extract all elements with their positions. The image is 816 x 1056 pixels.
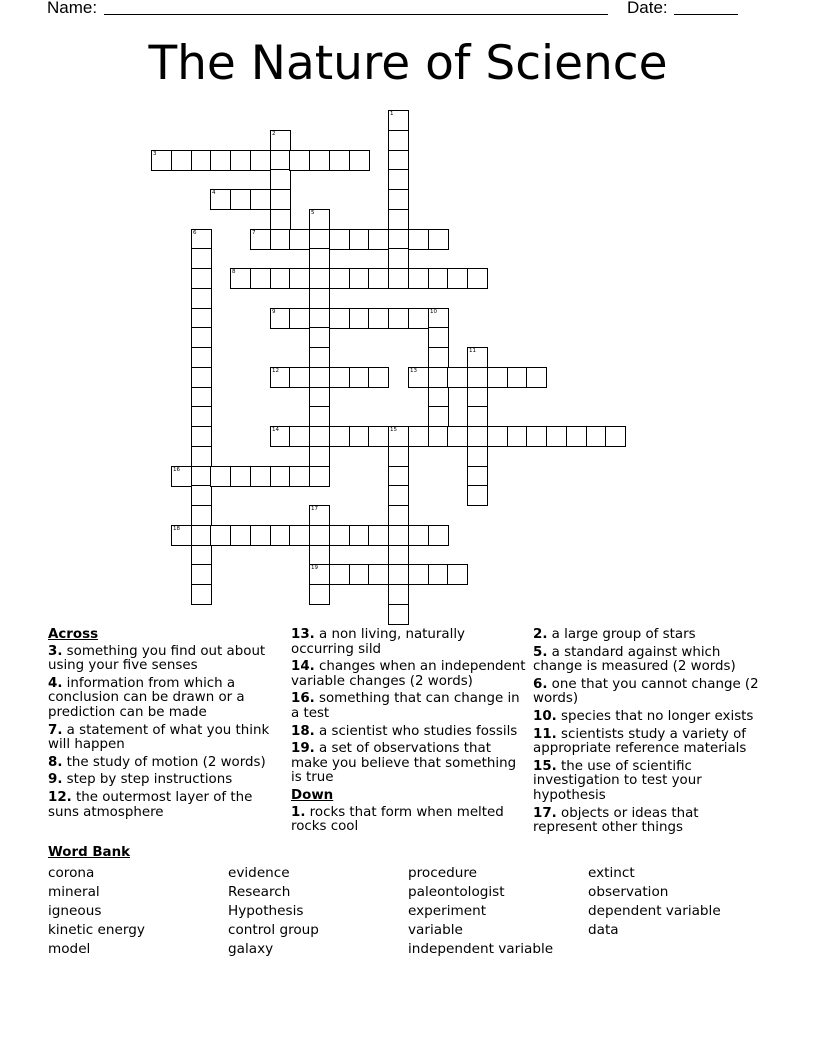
crossword-cell[interactable] (270, 308, 291, 329)
word-bank-item: evidence (228, 865, 290, 881)
crossword-cell[interactable] (388, 150, 409, 171)
crossword-cell[interactable] (388, 446, 409, 467)
crossword-cell[interactable] (349, 308, 370, 329)
crossword-cell[interactable] (309, 564, 330, 585)
crossword-cell[interactable] (191, 308, 212, 329)
crossword-cell[interactable] (309, 426, 330, 447)
crossword-cell[interactable] (408, 229, 429, 250)
crossword-cell[interactable] (191, 406, 212, 427)
crossword-cell[interactable] (349, 229, 370, 250)
clue-number: 12 (272, 368, 279, 374)
crossword-cell[interactable] (250, 466, 271, 487)
clues-column-2 (291, 628, 527, 838)
crossword-cell[interactable] (428, 525, 449, 546)
crossword-cell[interactable] (507, 367, 528, 388)
crossword-cell[interactable] (309, 446, 330, 467)
crossword-cell[interactable] (270, 169, 291, 190)
clue-down-5: 5. a standard against which change is measured (2 words) (533, 644, 736, 675)
clue-across-16: 16. something that can change in a test (291, 691, 520, 721)
crossword-cell[interactable] (191, 288, 212, 309)
word-bank-item: galaxy (228, 941, 274, 957)
crossword-cell[interactable] (289, 525, 310, 546)
crossword-cell[interactable] (605, 426, 626, 447)
clue-number: 16 (173, 467, 180, 473)
crossword-cell[interactable] (250, 229, 271, 250)
crossword-cell[interactable] (428, 406, 449, 427)
clue-number: 17 (311, 506, 318, 512)
crossword-cell[interactable] (428, 268, 449, 289)
crossword-cell[interactable] (191, 545, 212, 566)
clue-down-17: 17. objects or ideas that represent other things (533, 805, 699, 836)
crossword-cell[interactable] (309, 327, 330, 348)
crossword-cell[interactable] (210, 150, 231, 171)
crossword-cell[interactable] (191, 426, 212, 447)
crossword-cell[interactable] (467, 466, 488, 487)
crossword-cell[interactable] (408, 367, 429, 388)
clue-number: 15 (390, 427, 397, 433)
clue-across-18: 18. a scientist who studies fossils (291, 723, 518, 739)
crossword-cell[interactable] (408, 564, 429, 585)
clue-number: 18 (173, 526, 180, 532)
crossword-cell[interactable] (289, 426, 310, 447)
crossword-cell[interactable] (467, 347, 488, 368)
crossword-cell[interactable] (329, 268, 350, 289)
crossword-cell[interactable] (408, 308, 429, 329)
crossword-cell[interactable] (289, 367, 310, 388)
crossword-cell[interactable] (447, 367, 468, 388)
crossword-cell[interactable] (309, 525, 330, 546)
clue-down-10: 10. species that no longer exists (533, 708, 754, 724)
crossword-cell[interactable] (309, 229, 330, 250)
crossword-cell[interactable] (230, 150, 251, 171)
date-label: Date: (627, 0, 668, 17)
crossword-cell[interactable] (586, 426, 607, 447)
crossword-cell[interactable] (210, 525, 231, 546)
crossword-cell[interactable] (329, 150, 350, 171)
crossword-cell[interactable] (230, 268, 251, 289)
crossword-cell[interactable] (270, 525, 291, 546)
crossword-cell[interactable] (309, 367, 330, 388)
word-bank-column-4 (588, 864, 721, 940)
crossword-cell[interactable] (368, 308, 389, 329)
crossword-cell[interactable] (309, 466, 330, 487)
crossword-cell[interactable] (191, 446, 212, 467)
clue-across-9: 9. step by step instructions (48, 772, 233, 788)
crossword-cell[interactable] (546, 426, 567, 447)
crossword-cell[interactable] (210, 466, 231, 487)
crossword-cell[interactable] (467, 446, 488, 467)
crossword-cell[interactable] (250, 150, 271, 171)
crossword-cell[interactable] (329, 525, 350, 546)
crossword-cell[interactable] (171, 466, 192, 487)
crossword-cell[interactable] (309, 505, 330, 526)
crossword-cell[interactable] (428, 347, 449, 368)
word-bank-item: variable (408, 922, 463, 938)
crossword-cell[interactable] (270, 209, 291, 230)
crossword-cell[interactable] (329, 367, 350, 388)
clue-across-14: 14. changes when an independent variable changes (2 words) (291, 659, 526, 689)
crossword-cell[interactable] (210, 189, 231, 210)
crossword-cell[interactable] (270, 229, 291, 250)
word-bank-item: kinetic energy (48, 922, 145, 938)
clues-column-3 (533, 628, 763, 839)
crossword-cell[interactable] (349, 268, 370, 289)
word-bank-item: mineral (48, 884, 100, 900)
crossword-cell[interactable] (388, 525, 409, 546)
crossword-cell[interactable] (368, 229, 389, 250)
crossword-cell[interactable] (270, 130, 291, 151)
name-label: Name: (47, 0, 98, 17)
crossword-cell[interactable] (270, 150, 291, 171)
crossword-cell[interactable] (191, 248, 212, 269)
clue-across-8: 8. the study of motion (2 words) (48, 754, 266, 770)
crossword-cell[interactable] (329, 426, 350, 447)
crossword-cell[interactable] (388, 248, 409, 269)
word-bank-item: procedure (408, 865, 477, 881)
crossword-cell[interactable] (191, 466, 212, 487)
crossword-cell[interactable] (270, 426, 291, 447)
crossword-cell[interactable] (309, 387, 330, 408)
crossword-cell[interactable] (329, 308, 350, 329)
crossword-cell[interactable] (349, 367, 370, 388)
word-bank-item: independent variable (408, 941, 554, 957)
word-bank-item: control group (228, 922, 319, 938)
crossword-cell[interactable] (428, 327, 449, 348)
crossword-cell[interactable] (309, 268, 330, 289)
crossword-cell[interactable] (191, 367, 212, 388)
crossword-cell[interactable] (270, 367, 291, 388)
crossword-cell[interactable] (388, 505, 409, 526)
crossword-cell[interactable] (270, 268, 291, 289)
across-heading: Across (48, 627, 99, 642)
crossword-cell[interactable] (289, 466, 310, 487)
crossword-cell[interactable] (349, 426, 370, 447)
crossword-cell[interactable] (388, 110, 409, 131)
clue-across-12: 12. the outermost layer of the suns atmosphere (48, 789, 253, 820)
crossword-cell[interactable] (289, 229, 310, 250)
crossword-cell[interactable] (388, 169, 409, 190)
crossword-cell[interactable] (309, 347, 330, 368)
crossword-cell[interactable] (230, 525, 251, 546)
crossword-cell[interactable] (388, 268, 409, 289)
crossword-cell[interactable] (191, 347, 212, 368)
word-bank-column-1 (48, 864, 145, 959)
crossword-cell[interactable] (309, 150, 330, 171)
crossword-cell[interactable] (191, 584, 212, 605)
clue-number: 7 (252, 230, 256, 236)
crossword-cell[interactable] (408, 426, 429, 447)
crossword-cell[interactable] (447, 564, 468, 585)
crossword-cell[interactable] (309, 209, 330, 230)
clue-down-11: 11. scientists study a variety of appropriate reference materials (533, 726, 747, 757)
down-heading: Down (291, 787, 334, 803)
crossword-cell[interactable] (349, 150, 370, 171)
crossword-cell[interactable] (428, 367, 449, 388)
crossword-cell[interactable] (467, 406, 488, 427)
crossword-cell[interactable] (428, 308, 449, 329)
crossword-cell[interactable] (191, 525, 212, 546)
clue-number: 8 (232, 269, 236, 275)
clue-number: 3 (153, 151, 157, 157)
crossword-cell[interactable] (388, 466, 409, 487)
crossword-cell[interactable] (191, 485, 212, 506)
clue-number: 5 (311, 210, 315, 216)
clue-number: 10 (430, 309, 437, 315)
crossword-cell[interactable] (191, 229, 212, 250)
word-bank-item: observation (588, 884, 669, 900)
crossword-cell[interactable] (388, 209, 409, 230)
crossword-cell[interactable] (388, 229, 409, 250)
crossword-cell[interactable] (349, 564, 370, 585)
word-bank-column-2 (228, 864, 319, 959)
word-bank-item: extinct (588, 865, 635, 881)
crossword-cell[interactable] (467, 268, 488, 289)
word-bank-item: model (48, 941, 91, 957)
clue-number: 6 (193, 230, 197, 236)
crossword-cell[interactable] (230, 189, 251, 210)
crossword-cell[interactable] (428, 229, 449, 250)
word-bank-item: paleontologist (408, 884, 505, 900)
crossword-cell[interactable] (467, 426, 488, 447)
clue-number: 2 (272, 131, 276, 137)
crossword-cell[interactable] (368, 426, 389, 447)
crossword-cell[interactable] (309, 584, 330, 605)
word-bank-heading: Word Bank (48, 845, 131, 860)
crossword-cell[interactable] (388, 130, 409, 151)
crossword-cell[interactable] (507, 426, 528, 447)
word-bank-item: corona (48, 865, 95, 881)
crossword-cell[interactable] (309, 308, 330, 329)
clue-number: 13 (410, 368, 417, 374)
clue-across-19: 19. a set of observations that make you believe that something is true (291, 741, 517, 786)
crossword-cell[interactable] (191, 387, 212, 408)
crossword-cell[interactable] (467, 485, 488, 506)
crossword-cell[interactable] (408, 268, 429, 289)
clues-column-1 (48, 628, 278, 823)
crossword-cell[interactable] (388, 189, 409, 210)
crossword-cell[interactable] (250, 525, 271, 546)
word-bank-item: Research (228, 884, 291, 900)
crossword-cell[interactable] (526, 367, 547, 388)
crossword-cell[interactable] (428, 564, 449, 585)
crossword-cell[interactable] (151, 150, 172, 171)
word-bank-item: data (588, 922, 619, 938)
crossword-cell[interactable] (191, 150, 212, 171)
crossword-cell[interactable] (368, 525, 389, 546)
word-bank-item: igneous (48, 903, 102, 919)
word-bank-column-3 (408, 864, 553, 959)
crossword-cell[interactable] (171, 150, 192, 171)
crossword-cell[interactable] (191, 505, 212, 526)
crossword-cell[interactable] (289, 268, 310, 289)
crossword-cell[interactable] (447, 426, 468, 447)
crossword-cell[interactable] (526, 426, 547, 447)
crossword-cell[interactable] (388, 308, 409, 329)
clue-down-15: 15. the use of scientific investigation to test your hypothesis (533, 758, 702, 803)
clue-number: 9 (272, 309, 276, 315)
crossword-cell[interactable] (191, 268, 212, 289)
crossword-cell[interactable] (250, 268, 271, 289)
clue-down-1: 1. rocks that form when melted rocks cool (291, 804, 504, 835)
crossword-cell[interactable] (368, 367, 389, 388)
crossword-cell[interactable] (388, 426, 409, 447)
crossword-cell[interactable] (467, 367, 488, 388)
crossword-cell[interactable] (388, 485, 409, 506)
crossword-cell[interactable] (309, 545, 330, 566)
crossword-cell[interactable] (250, 189, 271, 210)
clue-across-13: 13. a non living, naturally occurring sild (291, 627, 465, 657)
crossword-cell[interactable] (428, 387, 449, 408)
crossword-cell[interactable] (171, 525, 192, 546)
crossword-cell[interactable] (309, 288, 330, 309)
crossword-cell[interactable] (349, 525, 370, 546)
word-bank-item: Hypothesis (228, 903, 304, 919)
crossword-cell[interactable] (309, 406, 330, 427)
clue-across-7: 7. a statement of what you think will happen (48, 722, 270, 753)
crossword-cell[interactable] (309, 248, 330, 269)
crossword-cell[interactable] (368, 564, 389, 585)
clue-down-6: 6. one that you cannot change (2 words) (533, 676, 759, 707)
word-bank-item: dependent variable (588, 903, 721, 919)
clue-number: 4 (212, 190, 216, 196)
clue-number: 1 (390, 111, 394, 117)
crossword-cell[interactable] (388, 604, 409, 625)
clue-across-4: 4. information from which a conclusion can be drawn or a prediction can be made (48, 675, 245, 720)
crossword-cell[interactable] (329, 229, 350, 250)
crossword-cell[interactable] (289, 308, 310, 329)
crossword-cell[interactable] (368, 268, 389, 289)
crossword-cell[interactable] (289, 150, 310, 171)
crossword-cell[interactable] (270, 466, 291, 487)
clue-down-2: 2. a large group of stars (533, 627, 696, 642)
page-title: The Nature of Science (148, 36, 668, 91)
crossword-cell[interactable] (270, 189, 291, 210)
crossword-cell[interactable] (191, 564, 212, 585)
crossword-cell[interactable] (566, 426, 587, 447)
word-bank-item: experiment (408, 903, 487, 919)
crossword-cell[interactable] (388, 584, 409, 605)
crossword-cell[interactable] (428, 426, 449, 447)
crossword-cell[interactable] (487, 367, 508, 388)
clue-number: 11 (469, 348, 476, 354)
clue-across-3: 3. something you find out about using your five senses (48, 643, 266, 674)
clue-number: 14 (272, 427, 279, 433)
crossword-cell[interactable] (191, 327, 212, 348)
crossword-cell[interactable] (388, 564, 409, 585)
crossword-cell[interactable] (447, 268, 468, 289)
crossword-cell[interactable] (329, 564, 350, 585)
crossword-cell[interactable] (487, 426, 508, 447)
crossword-cell[interactable] (388, 545, 409, 566)
clue-number: 19 (311, 565, 318, 571)
crossword-cell[interactable] (408, 525, 429, 546)
crossword-cell[interactable] (230, 466, 251, 487)
crossword-cell[interactable] (467, 387, 488, 408)
